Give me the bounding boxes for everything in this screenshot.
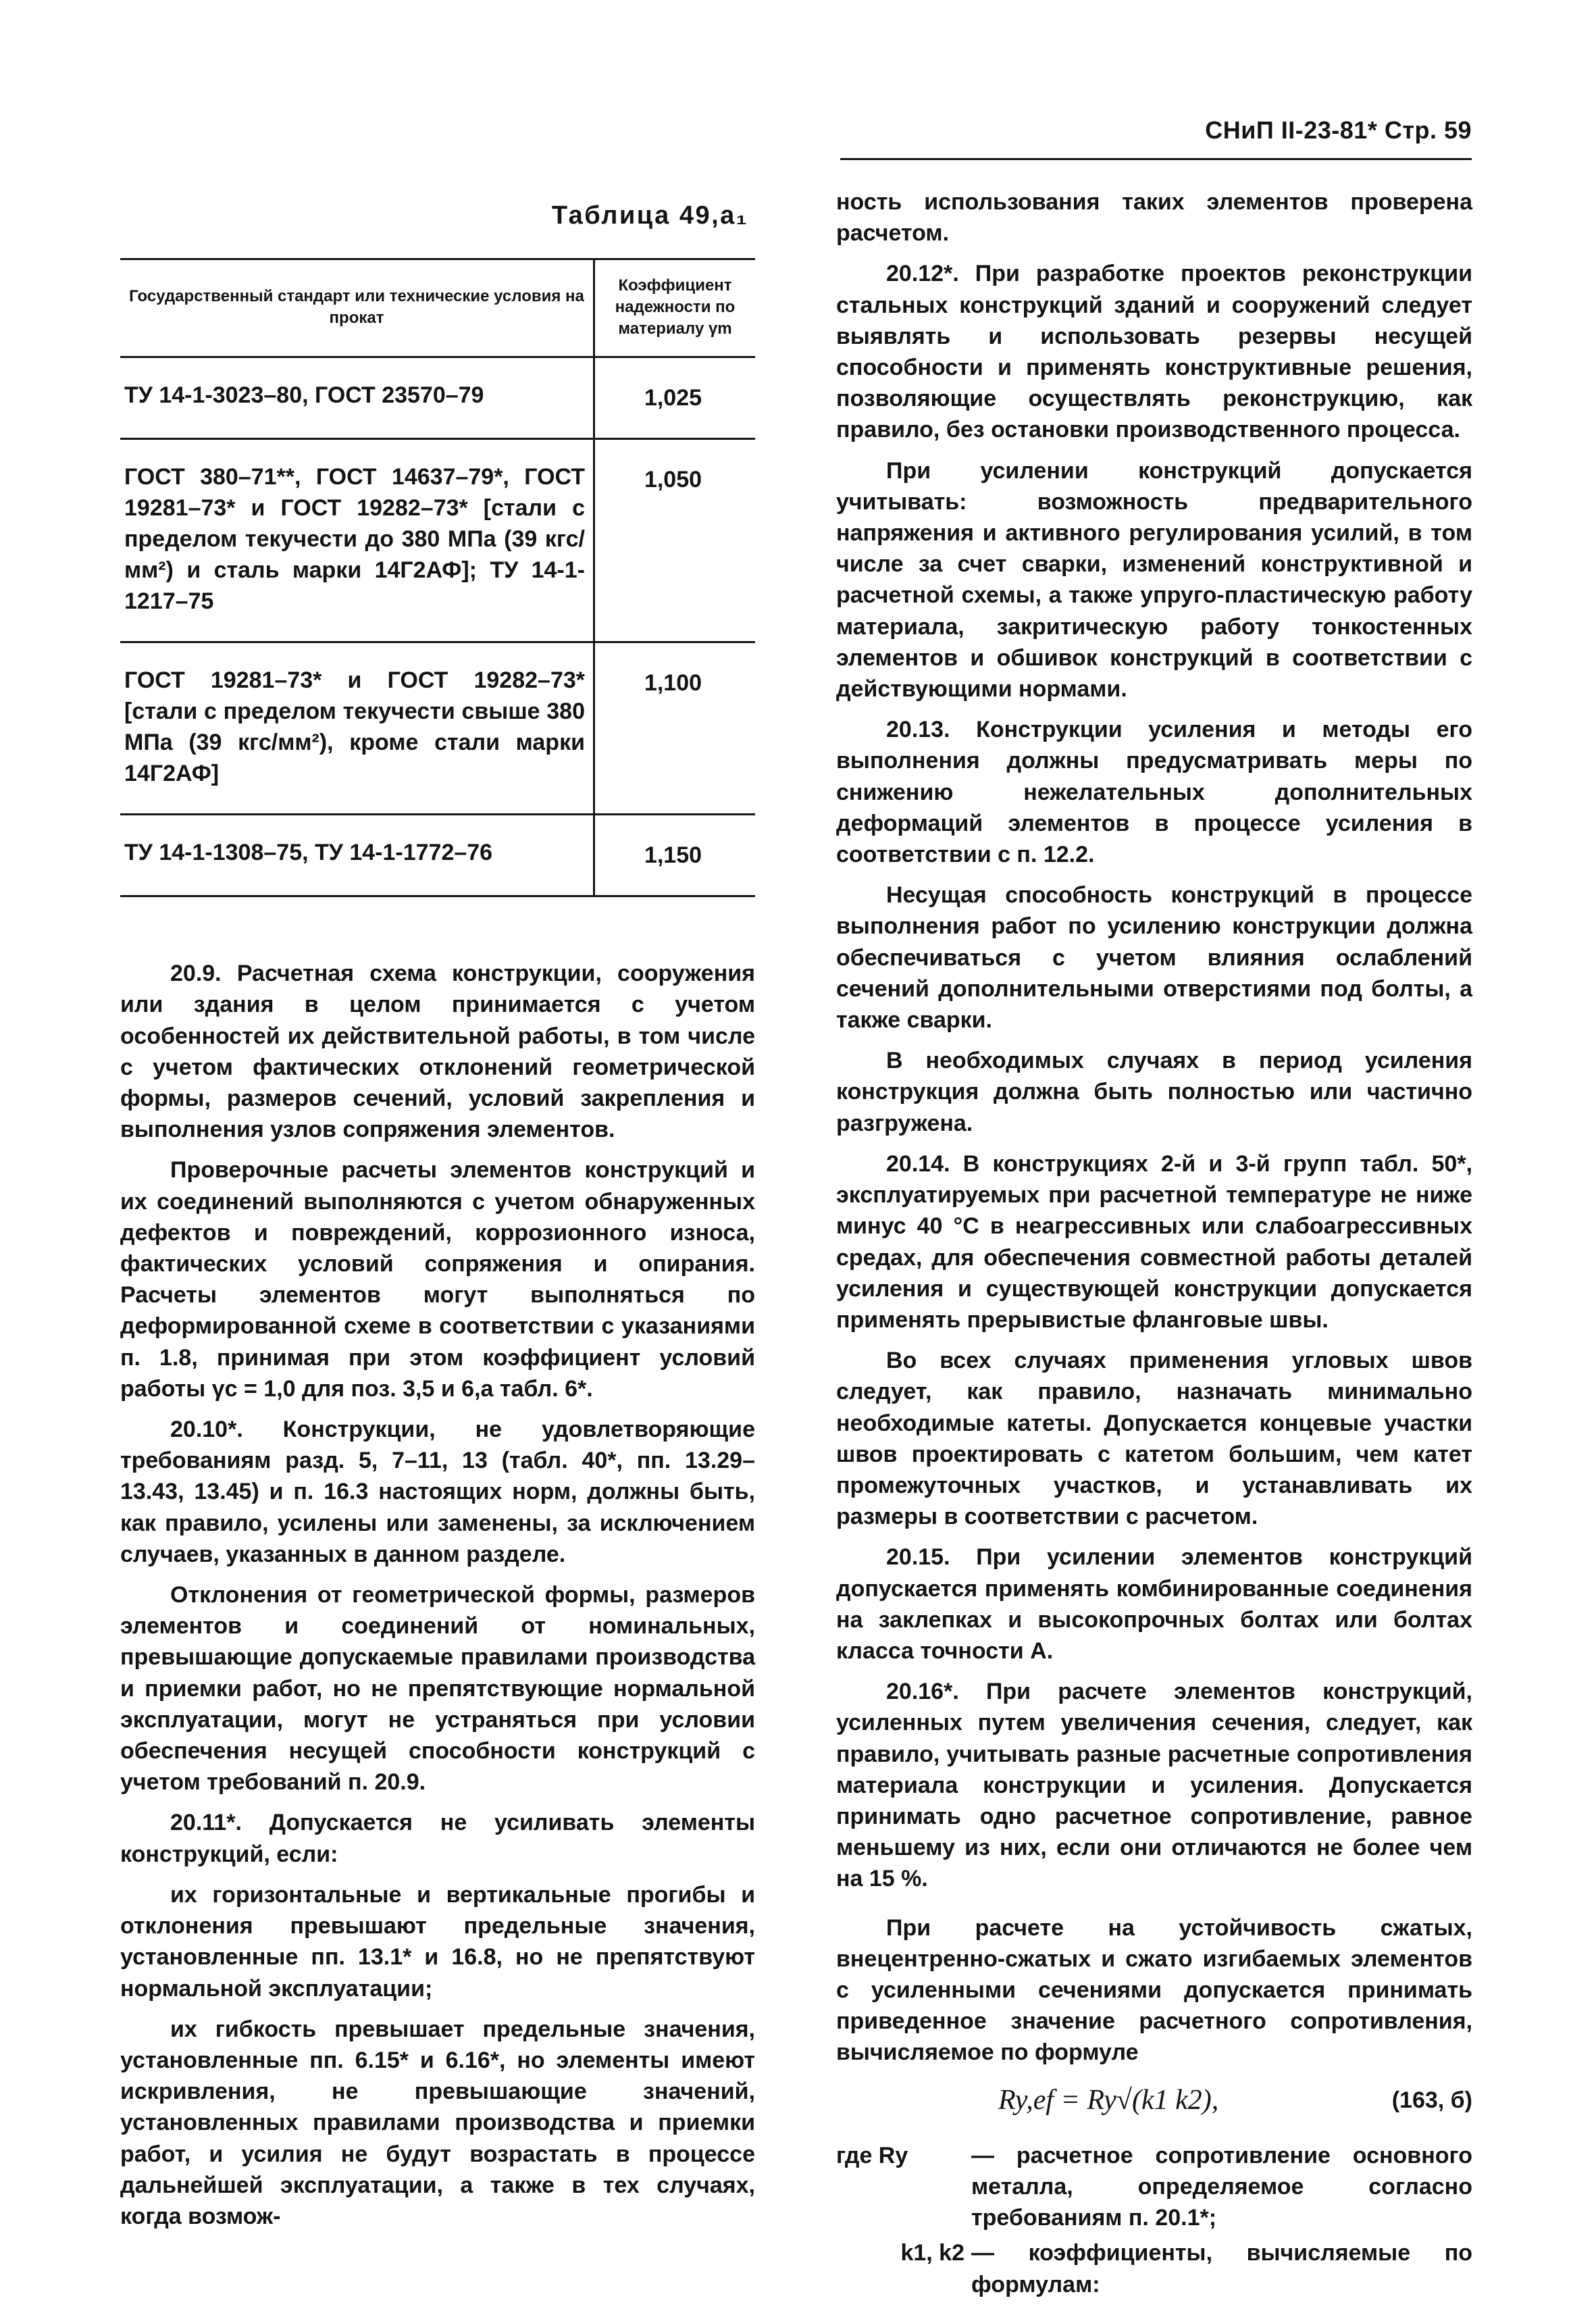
definition-text: — коэффициенты, вычисляемые по формулам:	[971, 2240, 1472, 2297]
table-cell-value: 1,025	[594, 357, 756, 439]
clause-20-9	[120, 958, 755, 1145]
table-caption: Таблица 49,а₁	[551, 201, 748, 230]
left-column	[120, 186, 755, 2241]
clause-20-15	[836, 1542, 1472, 1667]
safety-factor-table	[120, 258, 755, 897]
clause-number: 20.16*.	[886, 1679, 959, 1705]
paragraph: их горизонтальные и вертикальные прогибы и отклонения превышают предельные значения, установленные пп. 13.1* и 16.8, но не препятствуют нормальной эксплуатации;	[120, 1881, 755, 2002]
table-header-row	[120, 259, 755, 357]
paragraph: Несущая способность конструкций в процессе выполнения работ по усилению конструкции должна обеспечиваться с учетом влияния ослаблений сечений дополнительными отверстиями под болты, а также сварки.	[836, 882, 1472, 1034]
clause-20-10	[120, 1414, 755, 1570]
paragraph: В необходимых случаях в период усиления конструкция должна быть полностью или частично разгружена.	[836, 1048, 1472, 1136]
table-row	[120, 815, 755, 896]
clause-number: 20.13.	[886, 717, 950, 743]
clause-text: При расчете элементов конструкций, усиленных путем увеличения сечения, следует, как правило, учитывать разные расчетные сопротивления материала конструкции и усиления. Допускается принимать одно расчетное сопротивление, равное меньшему из них, если они отличаются не более чем на 15 %.	[836, 1679, 1472, 1892]
table-cell-standard: ГОСТ 380–71**, ГОСТ 14637–79*, ГОСТ 19281–73* и ГОСТ 19282–73* [стали с пределом текучести до 380 МПа (39 кгс/мм²) и сталь марки 14Г2АФ]; ТУ 14-1-1217–75	[120, 439, 594, 642]
paragraph: При расчете на устойчивость сжатых, внецентренно-сжатых и сжато изгибаемых элементов с усиленными сечениями допускается принимать приведенное значение расчетного сопротивления, вычисляемое по формуле	[836, 1914, 1472, 2066]
paragraph-continued: ность использования таких элементов проверена расчетом.	[836, 189, 1472, 247]
clause-text: Конструкции, не удовлетворяющие требованиям разд. 5, 7–11, 13 (табл. 40*, пп. 13.29–13.43, 13.45) и п. 16.3 настоящих норм, должны быть, как правило, усилены или заменены, за исключением случаев, указанных в данном разделе.	[120, 1417, 755, 1567]
table-cell-value: 1,100	[594, 642, 756, 815]
table-header-coefficient: Коэффициент надежности по материалу γm	[594, 259, 756, 357]
clause-20-14	[836, 1148, 1472, 1336]
clause-text: При усилении элементов конструкций допускается применять комбинированные соединения на заклепках и высокопрочных болтах или болтах класса точности А.	[836, 1544, 1472, 1664]
clause-20-13	[836, 714, 1472, 870]
clause-text: Конструкции усиления и методы его выполнения должны предусматривать меры по снижению нежелательных дополнительных деформаций элементов в процессе усиления в соответствии с п. 12.2.	[836, 717, 1472, 868]
clause-number: 20.14.	[886, 1150, 950, 1177]
clause-20-11	[120, 1807, 755, 1869]
formula-expression: Ry,ef = Ry√(k1 k2),	[998, 2084, 1219, 2116]
table-cell-value: 1,150	[594, 815, 756, 896]
table-cell-standard: ГОСТ 19281–73* и ГОСТ 19282–73* [стали с пределом текучести свыше 380 МПа (39 кгс/мм²), кроме стали марки 14Г2АФ]	[120, 642, 594, 815]
clause-number: 20.10*.	[170, 1417, 243, 1443]
header-rule	[840, 158, 1472, 160]
clause-number: 20.12*.	[886, 261, 959, 287]
clause-number: 20.11*.	[170, 1810, 242, 1836]
paragraph: их гибкость превышает предельные значения, установленные пп. 6.15* и 6.16*, но элементы имеют искривления, не превышающие значений, установленных правилами производства и приемки работ, и усилия не будут возрастать в процессе дальнейшей эксплуатации, а также в тех случаях, когда возмож-	[120, 2016, 755, 2229]
page-header: СНиП II-23-81* Стр. 59	[1205, 116, 1472, 144]
table-row	[120, 357, 755, 439]
table-header-standard: Государственный стандарт или технические условия на прокат	[120, 259, 594, 357]
table-cell-standard: ТУ 14-1-3023–80, ГОСТ 23570–79	[120, 357, 594, 439]
definition-symbol: k1, k2	[900, 2240, 964, 2266]
formula-163b	[836, 2078, 1472, 2140]
paragraph: При усилении конструкций допускается учитывать: возможность предварительного напряжения и активного регулирования усилий, в том числе за счет сварки, изменений конструктивной и расчетной схемы, а также упруго-пластическую работу материала, закритическую работу тонкостенных элементов и обшивок конструкций в соответствии с действующими нормами.	[836, 457, 1472, 703]
paragraph: Проверочные расчеты элементов конструкций и их соединений выполняются с учетом обнаруженных дефектов и повреждений, коррозионного износа, фактических условий сопряжения и опирания. Расчеты элементов могут выполняться по деформированной схеме в соответствии с указаниями п. 1.8, принимая при этом коэффициент условий работы γc = 1,0 для поз. 3,5 и 6,а табл. 6*.	[120, 1157, 755, 1402]
definition-symbol: где Ry	[836, 2142, 908, 2168]
clause-text: Допускается не усиливать элементы конструкций, если:	[120, 1810, 755, 1867]
table-row	[120, 439, 755, 642]
table-cell-standard: ТУ 14-1-1308–75, ТУ 14-1-1772–76	[120, 815, 594, 896]
clause-number: 20.15.	[886, 1544, 950, 1571]
clause-text: При разработке проектов реконструкции стальных конструкций зданий и сооружений следует выявлять и использовать резервы несущей способности и применять конструктивные решения, позволяющие осуществлять реконструкцию, как правило, без остановки производственного процесса.	[836, 261, 1472, 443]
right-column	[836, 186, 1472, 2304]
table-row	[120, 642, 755, 815]
paragraph: Отклонения от геометрической формы, размеров элементов и соединений от номинальных, превышающие допускаемые правилами производства и приемки работ, но не препятствующие нормальной эксплуатации, могут не устраняться при условии обеспечения несущей способности конструкций с учетом требований п. 20.9.	[120, 1582, 755, 1796]
definition-k	[836, 2237, 1472, 2299]
table-cell-value: 1,050	[594, 439, 756, 642]
clause-number: 20.9.	[170, 961, 222, 987]
clause-text: В конструкциях 2-й и 3-й групп табл. 50*, эксплуатируемых при расчетной температуре не ниже минус 40 °С в неагрессивных или слабоагрессивных средах, для обеспечения совместной работы деталей усиления и существующей конструкции допускается применять прерывистые фланговые швы.	[836, 1150, 1473, 1333]
definition-text: — расчетное сопротивление основного металла, определяемое согласно требованиям п. 20.1*;	[971, 2142, 1472, 2231]
definition-ry	[836, 2140, 1472, 2234]
clause-20-12	[836, 258, 1472, 445]
formula-number: (163, б)	[1391, 2087, 1472, 2113]
clause-20-16	[836, 1676, 1472, 1894]
paragraph: Во всех случаях применения угловых швов следует, как правило, назначать минимально необходимые катеты. Допускается концевые участки швов проектировать с катетом большим, чем катет промежуточных участков, и устанавливать их размеры в соответствии с расчетом.	[836, 1348, 1472, 1530]
clause-text: Расчетная схема конструкции, сооружения или здания в целом принимается с учетом особенностей их действительной работы, в том числе с учетом фактических отклонений геометрической формы, размеров сечений, условий закрепления и выполнения узлов сопряжения элементов.	[120, 961, 755, 1143]
